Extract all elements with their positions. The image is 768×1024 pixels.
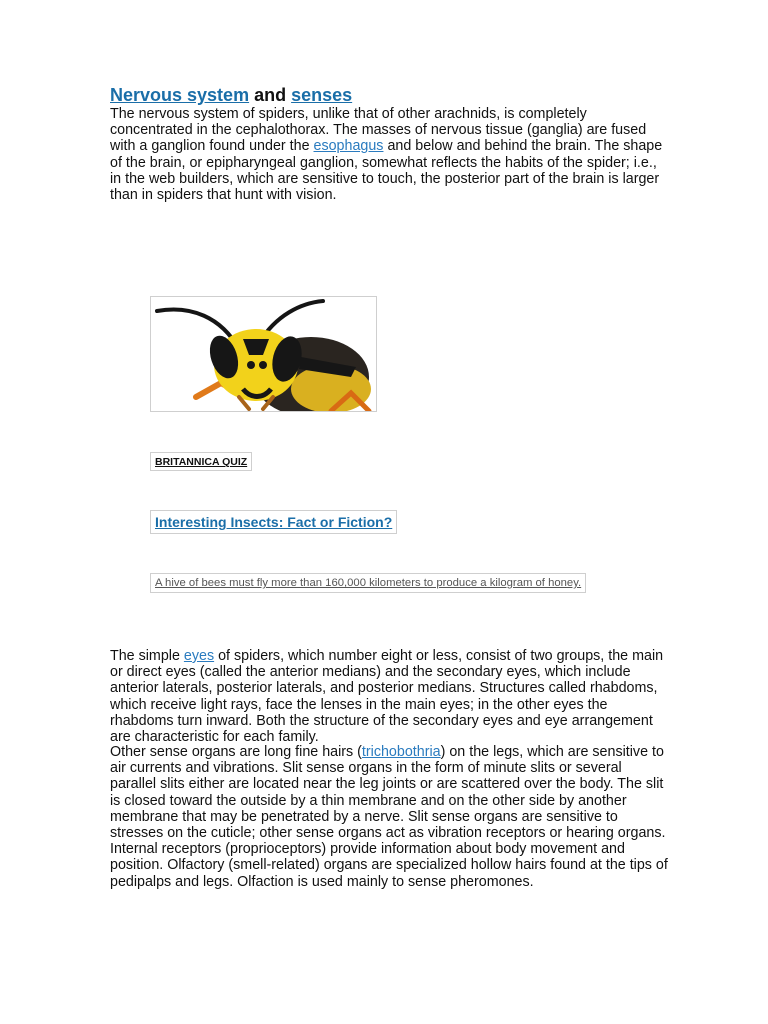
heading-and: and [249, 85, 292, 105]
para3-text-2: ) on the legs, which are sensitive to air currents and vibrations. Slit sense organs in the form of minute slits or several parallel slits either are located near the leg joints or are scattered over the body. The slit is closed toward the outside by a thin membrane and on the other side by another membrane that may be penetrated by a nerve. Slit sense organs are sensitive to stresses on the cuticle; other sense organs act as vibration receptors or hearing organs. Internal receptors (proprioceptors) provide information about body movement and position. Olfactory (smell-related) organs are specialized hollow hairs found at the tips of pedipalps and legs. Olfaction is used mainly to sense pheromones. [110, 744, 668, 890]
wasp-photo-icon [151, 297, 377, 412]
esophagus-link[interactable]: esophagus [313, 138, 384, 155]
quiz-teaser-link[interactable]: A hive of bees must fly more than 160,000 kilometers to produce a kilogram of honey. [150, 573, 586, 593]
para1-text-1: The nervous system of spiders, unlike that of other arachnids, is completely concentrated in the cephalothorax. The masses of nervous tissue (ganglia) are fused with a ganglion found under the [110, 106, 647, 155]
senses-link[interactable]: senses [291, 85, 353, 105]
sense-organs-paragraph [110, 744, 670, 890]
trichobothria-link[interactable]: trichobothria [361, 744, 441, 760]
britannica-quiz-label[interactable]: BRITANNICA QUIZ [150, 452, 252, 471]
quiz-image[interactable] [150, 296, 377, 412]
para1-text-2: and below and behind the brain. The shape of the brain, or epipharyngeal ganglion, somewhat reflects the habits of the spider; i.e., in the web builders, which are sensitive to touch, the posterior part of the brain is larger than in spiders that hunt with vision. [110, 138, 663, 204]
nervous-system-paragraph [110, 106, 670, 203]
para2-text-2: of spiders, which number eight or less, consist of two groups, the main or direct eyes (called the anterior medians) and the secondary eyes, which include anterior laterals, posterior laterals, and posterior medians. Structures called rhabdoms, which receive light rays, face the lenses in the main eyes; in the other eyes the rhabdoms turn inward. Both the structure of the secondary eyes and eye arrangement are characteristic for each family. [110, 648, 664, 746]
nervous-system-link[interactable]: Nervous system [110, 85, 250, 105]
para3-text-1: Other sense organs are long fine hairs ( [110, 744, 362, 760]
eyes-paragraph [110, 648, 670, 745]
section-heading [110, 85, 352, 106]
para2-text-1: The simple [110, 648, 184, 664]
eyes-link[interactable]: eyes [183, 648, 215, 664]
quiz-title-link[interactable]: Interesting Insects: Fact or Fiction? [150, 510, 397, 534]
